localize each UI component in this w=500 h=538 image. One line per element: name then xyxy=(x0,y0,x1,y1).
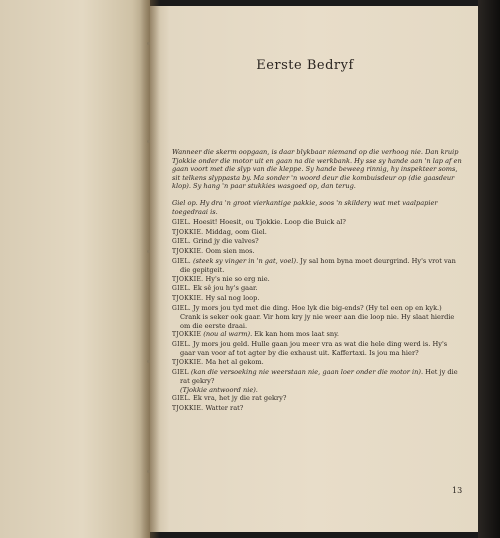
dialogue-line xyxy=(172,284,464,294)
spoken-text: Jy sal hom byna moet deurgrind. Hy's vrot van die gepitgeit. xyxy=(180,256,456,275)
speaker-name: TJOKKIE. xyxy=(172,294,204,302)
spoken-text: Ek sê jou hy's gaar. xyxy=(193,284,258,293)
speaker-name: GIEL. xyxy=(172,285,191,293)
dialogue-line xyxy=(172,358,464,368)
binding-hole xyxy=(147,140,150,143)
speaker-name: TJOKKIE. xyxy=(172,247,204,255)
spoken-text: Grind jy die valves? xyxy=(193,237,259,246)
spoken-text: Het jy die rat gekry? xyxy=(180,367,458,386)
spoken-text: Ek vra, het jy die rat gekry? xyxy=(193,394,287,403)
stage-direction: (Tjokkie antwoord nie). xyxy=(180,385,258,394)
dialogue-line xyxy=(172,294,464,304)
speaker-name: TJOKKIE. xyxy=(172,359,204,367)
spoken-text: Ma het al gekom. xyxy=(205,358,264,367)
play-text xyxy=(172,148,464,414)
entrance-direction: Giel op. Hy dra 'n groot vierkantige pakkie, soos 'n skildery wat met vaalpapier toegedraai is. xyxy=(172,198,438,216)
opening-stage-direction: Wanneer die skerm oopgaan, is daar blykbaar niemand op die verhoog nie. Dan kruip Tjokkie onder die motor uit en gaan na die werkbank. Hy sse sy hande aan 'n lap af en gaan voort met die slyp van die kleppe. Sy hande beweeg rinnig, hy inspekteer soms, sit telkens slyppasta by. Ma sonder 'n woord deur die kombuisdeur op (die gaasdeur klop). Sy hang 'n paar stukkies wasgoed op, dan terug. xyxy=(172,148,462,191)
stage-direction: (kan die versoeking nie weerstaan nie, gaan loer onder die motor in). xyxy=(190,367,424,376)
speaker-name: TJOKKIE xyxy=(172,331,202,339)
dialogue-line xyxy=(172,237,464,247)
speaker-name: GIEL. xyxy=(172,304,191,312)
dialogue-line xyxy=(172,257,464,275)
stage-direction: (nou al warm). xyxy=(203,330,253,339)
spoken-text: Jy mors jou tyd met die ding. Hoe lyk die big-ends? (Hy tel een op en kyk.) Crank is seker ook gaar. Vir hom kry jy nie weer aan die loop nie. Hy slaat hierdie om die eerste draai. xyxy=(180,303,455,330)
speaker-name: TJOKKIE. xyxy=(172,275,204,283)
book-gutter xyxy=(140,0,160,538)
dialogue-line xyxy=(172,247,464,257)
dialogue-line xyxy=(172,330,464,340)
speaker-name: GIEL. xyxy=(172,340,191,348)
speaker-name: GIEL. xyxy=(172,395,191,403)
dialogue-line xyxy=(172,404,464,414)
dialogue-line xyxy=(172,368,464,386)
speaker-name: GIEL. xyxy=(172,257,191,265)
binding-hole xyxy=(147,470,150,473)
dialogue-line xyxy=(172,218,464,228)
dialogue-line xyxy=(172,340,464,358)
dialogue-line xyxy=(172,304,464,331)
binding-hole xyxy=(147,42,150,45)
spoken-text: Hy's nie so erg nie. xyxy=(205,274,270,283)
dialogue-line xyxy=(172,386,464,395)
spoken-text: Middag, oom Giel. xyxy=(205,227,267,236)
speaker-name: TJOKKIE. xyxy=(172,405,204,413)
page-edge-shadow xyxy=(478,0,500,538)
spoken-text: Ek kan hom mos laat sny. xyxy=(254,330,340,339)
dialogue-line xyxy=(172,394,464,404)
page-number: 13 xyxy=(452,486,463,495)
spoken-text: Jy mors jou geld. Hulle gaan jou meer vra as wat die hele ding werd is. Hy's gaar van voor af tot agter by die exhaust uit. Kaffertaxi. Is jou ma hier? xyxy=(180,339,448,358)
dialogue-line xyxy=(172,275,464,285)
spoken-text: Hy sal nog loop. xyxy=(205,293,260,302)
spoken-text: Oom sien mos. xyxy=(205,246,255,255)
binding-hole xyxy=(147,250,150,253)
binding-hole xyxy=(147,360,150,363)
spoken-text: Hoesit! Hoesit, ou Tjokkie. Loop die Buick al? xyxy=(193,218,346,227)
dialogue xyxy=(172,218,464,413)
dialogue-line xyxy=(172,228,464,238)
speaker-name: GIEL. xyxy=(172,219,191,227)
speaker-name: GIEL. xyxy=(172,238,191,246)
stage-direction: (steek sy vinger in 'n gat, voel). xyxy=(193,256,299,265)
speaker-name: GIEL xyxy=(172,368,189,376)
act-title: Eerste Bedryf xyxy=(256,58,354,73)
left-page xyxy=(0,0,150,538)
spoken-text: Watter rat? xyxy=(205,404,244,413)
speaker-name: TJOKKIE. xyxy=(172,228,204,236)
